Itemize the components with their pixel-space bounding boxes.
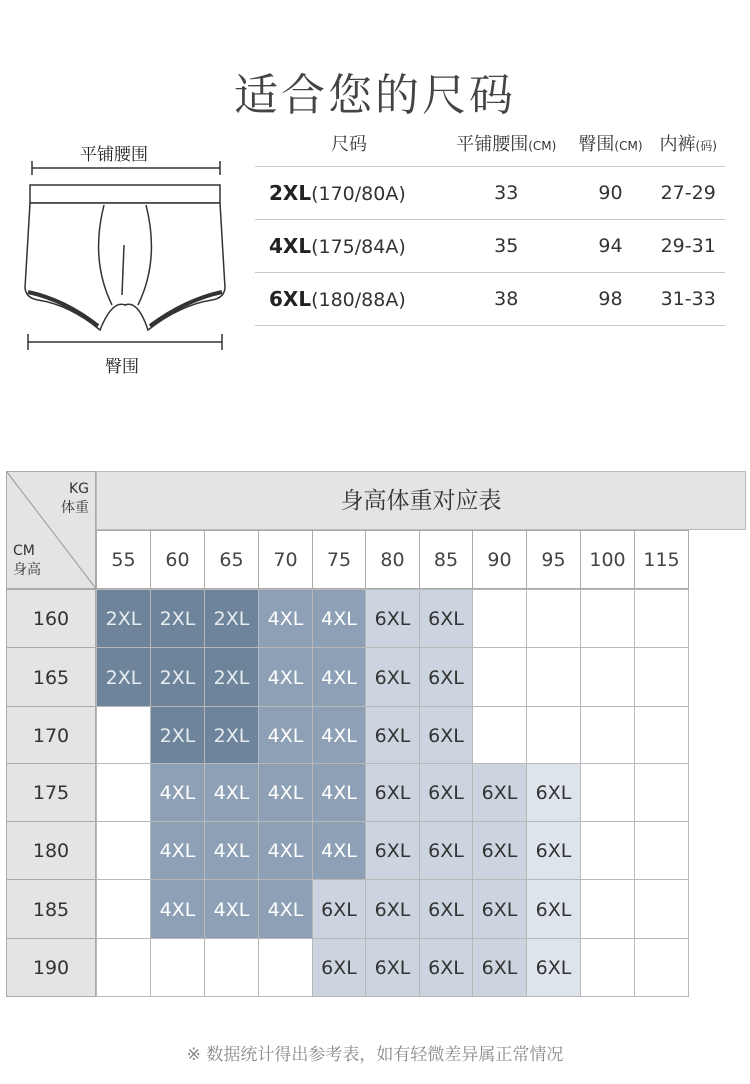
size-grid-cell: 4XL [150, 763, 205, 822]
briefs-diagram [20, 130, 235, 380]
size-grid-cell: 6XL [526, 821, 581, 880]
footnote: ※ 数据统计得出参考表，如有轻微差异属正常情况 [186, 1045, 564, 1065]
size-grid-cell: 6XL [419, 589, 473, 648]
weight-header: 70 [258, 530, 313, 589]
height-header: 185 [6, 879, 96, 939]
size-grid-cell: 4XL [312, 763, 366, 822]
size-grid-cell [634, 706, 689, 764]
size-grid-cell: 2XL [96, 589, 151, 648]
size-grid-cell [580, 879, 635, 939]
size-grid-cell [96, 938, 151, 997]
weight-header: 100 [580, 530, 635, 589]
height-header: 190 [6, 938, 96, 997]
size-grid-cell: 2XL [96, 647, 151, 707]
weight-header: 75 [312, 530, 366, 589]
size-grid-cell: 6XL [365, 706, 420, 764]
waist-cell: 35 [443, 220, 570, 273]
size-grid-cell: 6XL [365, 589, 420, 648]
header-underwear-code: 内裤(码) [659, 134, 717, 155]
size-grid-cell: 6XL [365, 763, 420, 822]
hip-cell: 90 [570, 167, 652, 220]
waist-cell: 33 [443, 167, 570, 220]
size-grid-cell: 6XL [419, 706, 473, 764]
size-grid-cell [634, 589, 689, 648]
size-grid-cell [258, 938, 313, 997]
code-cell: 29-31 [651, 220, 725, 273]
size-grid-cell: 6XL [419, 879, 473, 939]
height-header: 160 [6, 589, 96, 648]
size-grid-cell: 2XL [150, 589, 205, 648]
size-grid-cell: 4XL [258, 763, 313, 822]
size-grid-cell [580, 706, 635, 764]
size-grid-cell: 6XL [365, 647, 420, 707]
size-cell: 2XL(170/80A) [255, 167, 443, 220]
code-cell: 31-33 [651, 273, 725, 326]
size-grid-cell: 6XL [472, 763, 527, 822]
size-grid-cell [580, 589, 635, 648]
weight-header: 85 [419, 530, 473, 589]
weight-header: 65 [204, 530, 259, 589]
size-grid-cell: 4XL [204, 821, 259, 880]
size-grid-cell [526, 647, 581, 707]
size-grid-cell: 6XL [526, 879, 581, 939]
weight-header: 55 [96, 530, 151, 589]
size-table [255, 120, 725, 326]
height-axis-label: CM 身高 [13, 543, 41, 578]
waist-label: 平铺腰围 [80, 145, 148, 165]
size-row [255, 220, 725, 273]
size-grid-cell: 6XL [526, 938, 581, 997]
size-grid-cell [96, 706, 151, 764]
size-grid-cell [472, 647, 527, 707]
size-grid-cell [580, 763, 635, 822]
size-row [255, 167, 725, 220]
size-grid-cell: 4XL [312, 821, 366, 880]
size-grid-cell: 6XL [365, 821, 420, 880]
size-grid-cell [634, 763, 689, 822]
size-grid-cell [96, 821, 151, 880]
size-grid-cell: 6XL [312, 879, 366, 939]
hw-chart-corner [6, 471, 96, 589]
size-grid-cell: 6XL [419, 938, 473, 997]
size-grid-cell: 4XL [258, 706, 313, 764]
size-grid-cell: 2XL [150, 647, 205, 707]
size-grid-cell: 6XL [312, 938, 366, 997]
size-grid-cell: 6XL [365, 879, 420, 939]
size-grid-cell: 4XL [312, 589, 366, 648]
size-grid-cell: 4XL [150, 879, 205, 939]
size-table-header [255, 120, 725, 167]
size-grid-cell: 2XL [204, 706, 259, 764]
height-header: 165 [6, 647, 96, 707]
hip-label: 臀围 [105, 357, 139, 377]
size-grid-cell [634, 647, 689, 707]
header-waist: 平铺腰围(CM) [456, 134, 557, 155]
waist-cell: 38 [443, 273, 570, 326]
height-header: 175 [6, 763, 96, 822]
size-grid-cell [96, 879, 151, 939]
weight-header: 115 [634, 530, 689, 589]
size-grid-cell [526, 706, 581, 764]
size-grid-cell: 6XL [472, 821, 527, 880]
size-grid-cell: 4XL [258, 647, 313, 707]
hip-cell: 98 [570, 273, 652, 326]
size-grid-cell: 6XL [472, 879, 527, 939]
hip-cell: 94 [570, 220, 652, 273]
size-grid-cell: 4XL [204, 763, 259, 822]
weight-header: 60 [150, 530, 205, 589]
weight-header: 95 [526, 530, 581, 589]
size-grid-cell [580, 821, 635, 880]
size-grid-cell: 4XL [312, 706, 366, 764]
weight-header: 90 [472, 530, 527, 589]
size-grid-cell: 6XL [472, 938, 527, 997]
size-grid-cell: 4XL [312, 647, 366, 707]
page-title: 适合您的尺码 [234, 70, 516, 122]
size-grid-cell: 6XL [419, 821, 473, 880]
size-grid-cell [580, 647, 635, 707]
size-grid-cell: 2XL [150, 706, 205, 764]
size-grid-cell: 6XL [365, 938, 420, 997]
weight-axis-label: KG 体重 [61, 481, 89, 516]
header-size: 尺码 [331, 134, 367, 155]
size-grid-cell: 6XL [419, 763, 473, 822]
size-row [255, 273, 725, 326]
size-grid-cell: 2XL [204, 589, 259, 648]
weight-header: 80 [365, 530, 420, 589]
size-grid-cell [634, 938, 689, 997]
size-grid-cell [634, 879, 689, 939]
size-grid-cell: 6XL [526, 763, 581, 822]
size-cell: 6XL(180/88A) [255, 273, 443, 326]
size-grid-cell [472, 589, 527, 648]
height-header: 180 [6, 821, 96, 880]
size-grid-cell [204, 938, 259, 997]
size-grid-cell [96, 763, 151, 822]
size-grid-cell: 4XL [258, 879, 313, 939]
height-header: 170 [6, 706, 96, 764]
size-grid-cell: 2XL [204, 647, 259, 707]
size-grid-cell [150, 938, 205, 997]
size-grid-cell [472, 706, 527, 764]
header-hip: 臀围(CM) [578, 134, 643, 155]
hw-chart-title: 身高体重对应表 [96, 471, 746, 530]
size-cell: 4XL(175/84A) [255, 220, 443, 273]
size-grid-cell: 4XL [258, 589, 313, 648]
size-grid-cell [526, 589, 581, 648]
size-grid-cell [580, 938, 635, 997]
size-grid-cell: 4XL [204, 879, 259, 939]
briefs-illustration [20, 130, 235, 380]
size-grid-cell [634, 821, 689, 880]
size-grid-cell: 4XL [150, 821, 205, 880]
size-grid-cell: 6XL [419, 647, 473, 707]
code-cell: 27-29 [651, 167, 725, 220]
size-grid-cell: 4XL [258, 821, 313, 880]
